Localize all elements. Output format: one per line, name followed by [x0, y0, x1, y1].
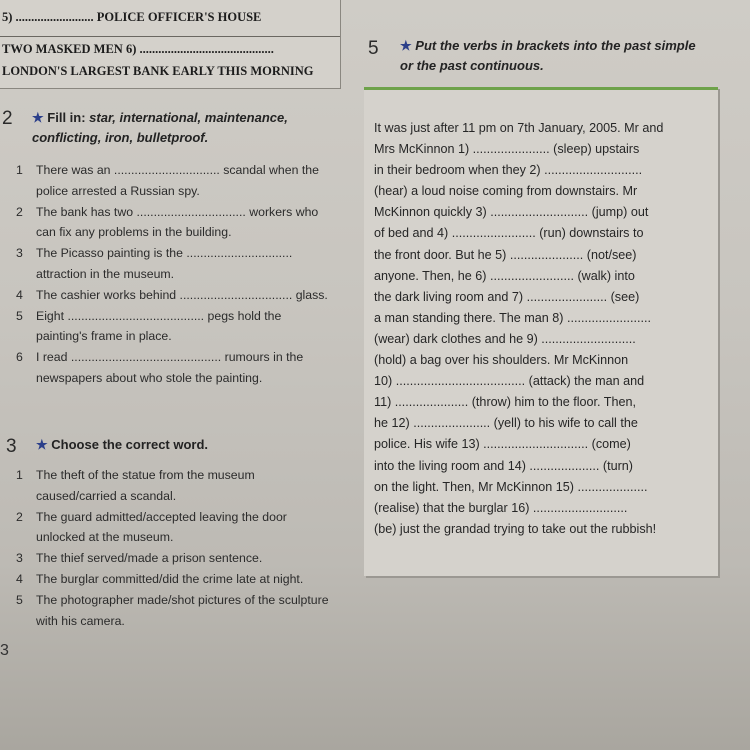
exercise-3-items: [16, 465, 334, 631]
list-item: 5 Eight ........................................ pegs hold the painting's frame in place.: [16, 308, 282, 344]
list-item: 1 There was an ............................... scandal when the police arrested a Russian spy.: [16, 163, 319, 198]
story-line: he 12) ...................... (yell) to his wife to call the: [374, 416, 638, 431]
exercise-3-number: 3: [6, 436, 17, 457]
list-item: 6 I read ............................................ rumours in the newspapers about who stole the painting.: [16, 350, 304, 385]
story-line: anyone. Then, he 6) ........................ (walk) into: [374, 268, 635, 283]
story-line: 11) ..................... (throw) him to the floor. Then,: [374, 395, 637, 410]
story-line: Mrs McKinnon 1) ...................... (sleep) upstairs: [374, 142, 640, 157]
story-line: the dark living room and 7) ....................... (see): [374, 289, 640, 304]
star-icon: ★: [36, 437, 48, 452]
exercise-2-items: [16, 160, 334, 389]
story-line: a man standing there. The man 8) ........................: [374, 310, 651, 325]
story-line: in their bedroom when they 2) ............................: [374, 163, 643, 178]
story-line: on the light. Then, Mr McKinnon 15) ....................: [374, 479, 648, 494]
divider: [0, 36, 340, 37]
story-line: (wear) dark clothes and he 9) ...........................: [374, 331, 636, 346]
star-icon: ★: [32, 110, 44, 125]
list-item: 3 The thief served/made a prison sentence.: [16, 551, 263, 566]
story-line: the front door. But he 5) ..................... (not/see): [374, 247, 637, 262]
list-item: 3 The Picasso painting is the ............................... attraction in the museum.: [16, 246, 293, 281]
headline-line-2: TWO MASKED MEN 6) ...........................................: [2, 42, 274, 56]
newspaper-headline-exercise: [0, 0, 341, 89]
headline-line-3: LONDON'S LARGEST BANK EARLY THIS MORNING: [2, 64, 314, 78]
story-line: into the living room and 14) .................... (turn): [374, 458, 633, 473]
story-line: 10) ..................................... (attack) the man and: [374, 374, 645, 389]
list-item: 5 The photographer made/shot pictures of the sculpture with his camera.: [16, 592, 329, 628]
story-line: of bed and 4) ........................ (run) downstairs to: [374, 226, 644, 241]
list-item: 4 The cashier works behind ................................. glass.: [16, 287, 328, 302]
list-item: 2 The bank has two ................................ workers who can fix any problems in the building.: [16, 204, 319, 240]
story-line: (realise) that the burglar 16) ...........................: [374, 500, 628, 515]
story-box: [364, 87, 718, 576]
exercise-3-instructions: [36, 435, 336, 455]
star-icon: ★: [400, 38, 412, 53]
list-item: 1 The theft of the statue from the museum caused/carried a scandal.: [16, 468, 255, 503]
headline-line-1: 5) ......................... POLICE OFFICER'S HOUSE: [2, 10, 262, 24]
next-exercise-number: 3: [0, 642, 9, 659]
exercise-5-instructions: [400, 36, 700, 76]
exercise-2-number: 2: [2, 108, 13, 129]
story-line: (hear) a loud noise coming from downstairs. Mr: [374, 184, 638, 199]
story-text: [374, 118, 710, 540]
instruction-label: Choose the correct word.: [51, 437, 209, 452]
story-line: (be) just the grandad trying to take out the rubbish!: [374, 521, 657, 536]
instruction-label: Put the verbs in brackets into the past simple or the past continuous.: [400, 38, 696, 73]
list-item: 4 The burglar committed/did the crime late at night.: [16, 571, 304, 586]
story-line: McKinnon quickly 3) ............................ (jump) out: [374, 205, 649, 220]
story-line: It was just after 11 pm on 7th January, 2005. Mr and: [374, 121, 664, 135]
word-bank: star, international, maintenance, conflicting, iron, bulletproof.: [32, 110, 288, 145]
story-line: police. His wife 13) .............................. (come): [374, 437, 631, 452]
story-line: (hold) a bag over his shoulders. Mr McKinnon: [374, 353, 629, 368]
exercise-5-number: 5: [368, 38, 379, 59]
instruction-label: Fill in:: [47, 110, 90, 125]
exercise-2-instructions: [32, 108, 332, 148]
list-item: 2 The guard admitted/accepted leaving the door unlocked at the museum.: [16, 509, 287, 545]
